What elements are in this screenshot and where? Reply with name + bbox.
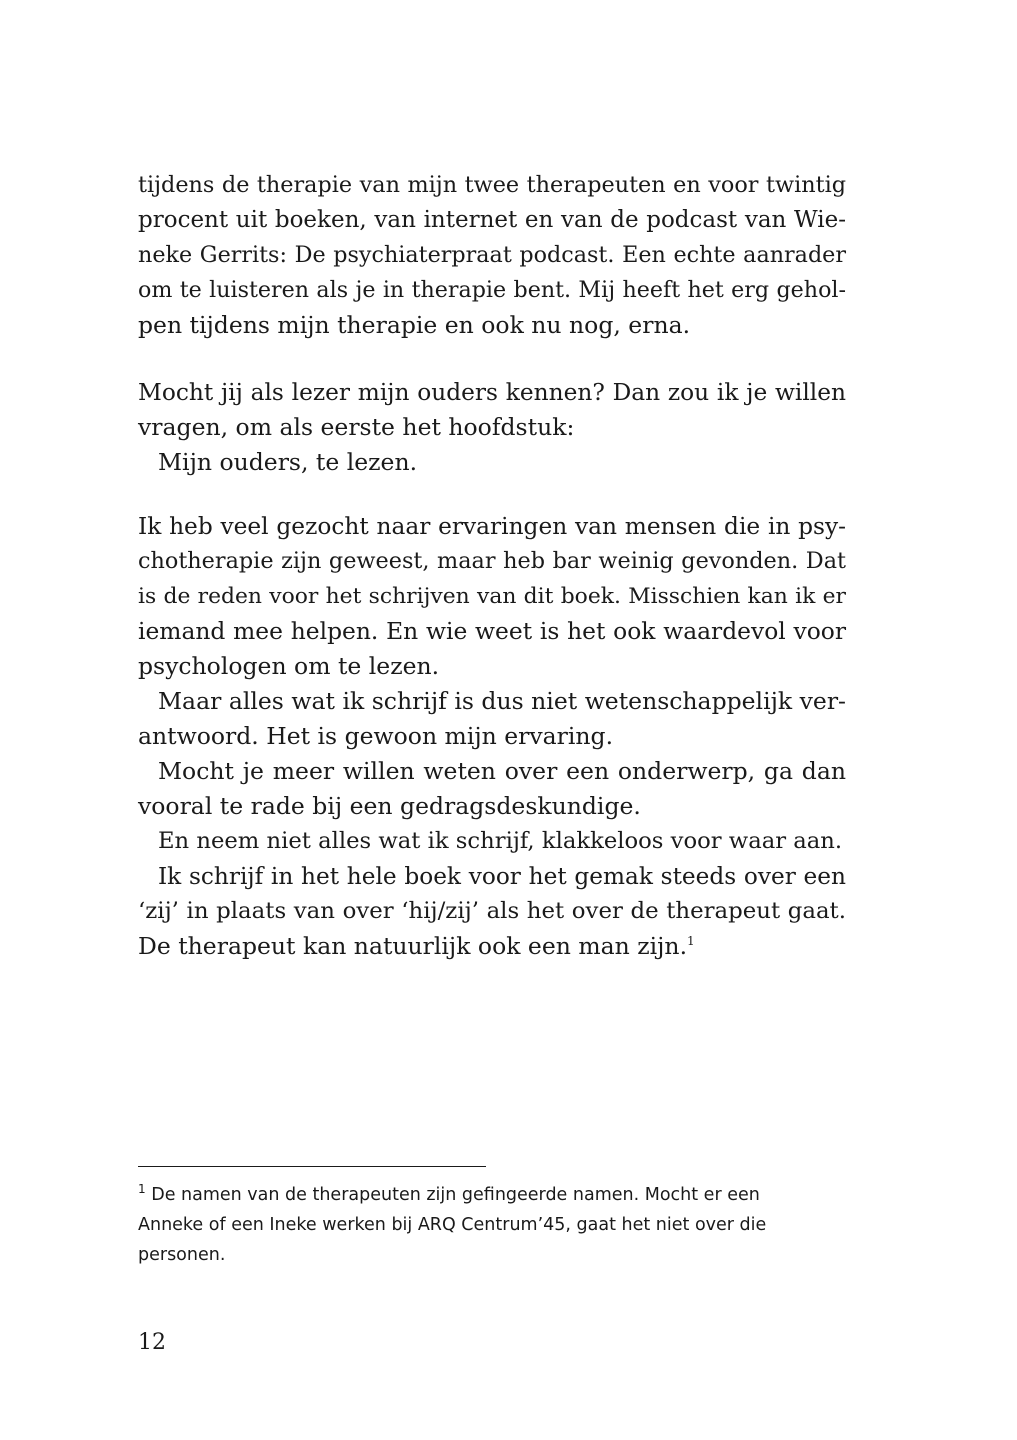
footnote-line	[138, 1180, 846, 1210]
text-line: psychologen om te lezen.	[138, 652, 440, 680]
text-line: En neem niet alles wat ik schrijf, klakkeloos voor waar aan.	[158, 828, 843, 854]
text-line: Ik schrijf in het hele boek voor het gemak steeds over een	[158, 863, 846, 890]
text-line: ‘zij’ in plaats van over ‘hij/zij’ als het over de therapeut gaat.	[138, 898, 846, 924]
text-line: vragen, om als eerste het hoofdstuk:	[138, 413, 575, 441]
text-line: Ik heb veel gezocht naar ervaringen van mensen die in psy-	[138, 513, 846, 540]
text-line: antwoord. Het is gewoon mijn ervaring.	[138, 722, 614, 750]
text-line: vooral te rade bij een gedragsdeskundige.	[138, 792, 641, 820]
footnote-divider	[138, 1166, 486, 1167]
footnote-line: personen.	[138, 1245, 226, 1265]
text-line: procent uit boeken, van internet en van de podcast van Wie-	[138, 207, 846, 233]
footnote-line: Anneke of een Ineke werken bij ARQ Centrum’45, gaat het niet over die	[138, 1215, 767, 1235]
text-line: iemand mee helpen. En wie weet is het ook waardevol voor	[138, 617, 846, 645]
footnote-reference[interactable]: 1	[687, 934, 695, 949]
text-line: Maar alles wat ik schrijf is dus niet wetenschappelijk ver-	[158, 687, 846, 715]
footnote-marker: 1	[138, 1182, 146, 1197]
paragraph-parents	[138, 375, 846, 480]
text-line: om te luisteren als je in therapie bent. Mij heeft het erg gehol-	[138, 277, 846, 303]
text-line: Mocht je meer willen weten over een onderwerp, ga dan	[158, 757, 846, 785]
text-line: tijdens de therapie van mijn twee therapeuten en voor twintig	[138, 172, 846, 198]
text-line: neke Gerrits: De psychiaterpraat podcast. Een echte aanrader	[138, 242, 846, 268]
text-line: chotherapie zijn geweest, maar heb bar weinig gevonden. Dat	[138, 548, 846, 574]
paragraph-continuation	[138, 168, 846, 343]
text-line: Mijn ouders, te lezen.	[158, 448, 418, 476]
page-number: 12	[138, 1330, 166, 1355]
paragraph-reason	[138, 509, 846, 964]
footnote-text: De namen van de therapeuten zijn gefingeerde namen. Mocht er een	[151, 1185, 760, 1205]
text-line: is de reden voor het schrijven van dit boek. Misschien kan ik er	[138, 584, 846, 609]
text-line-with-footnote	[138, 929, 846, 964]
footnote	[138, 1180, 846, 1270]
text-line: De therapeut kan natuurlijk ook een man zijn.	[138, 932, 688, 960]
text-line: Mocht jij als lezer mijn ouders kennen? Dan zou ik je willen	[138, 379, 846, 406]
text-line: pen tijdens mijn therapie en ook nu nog, erna.	[138, 311, 691, 339]
